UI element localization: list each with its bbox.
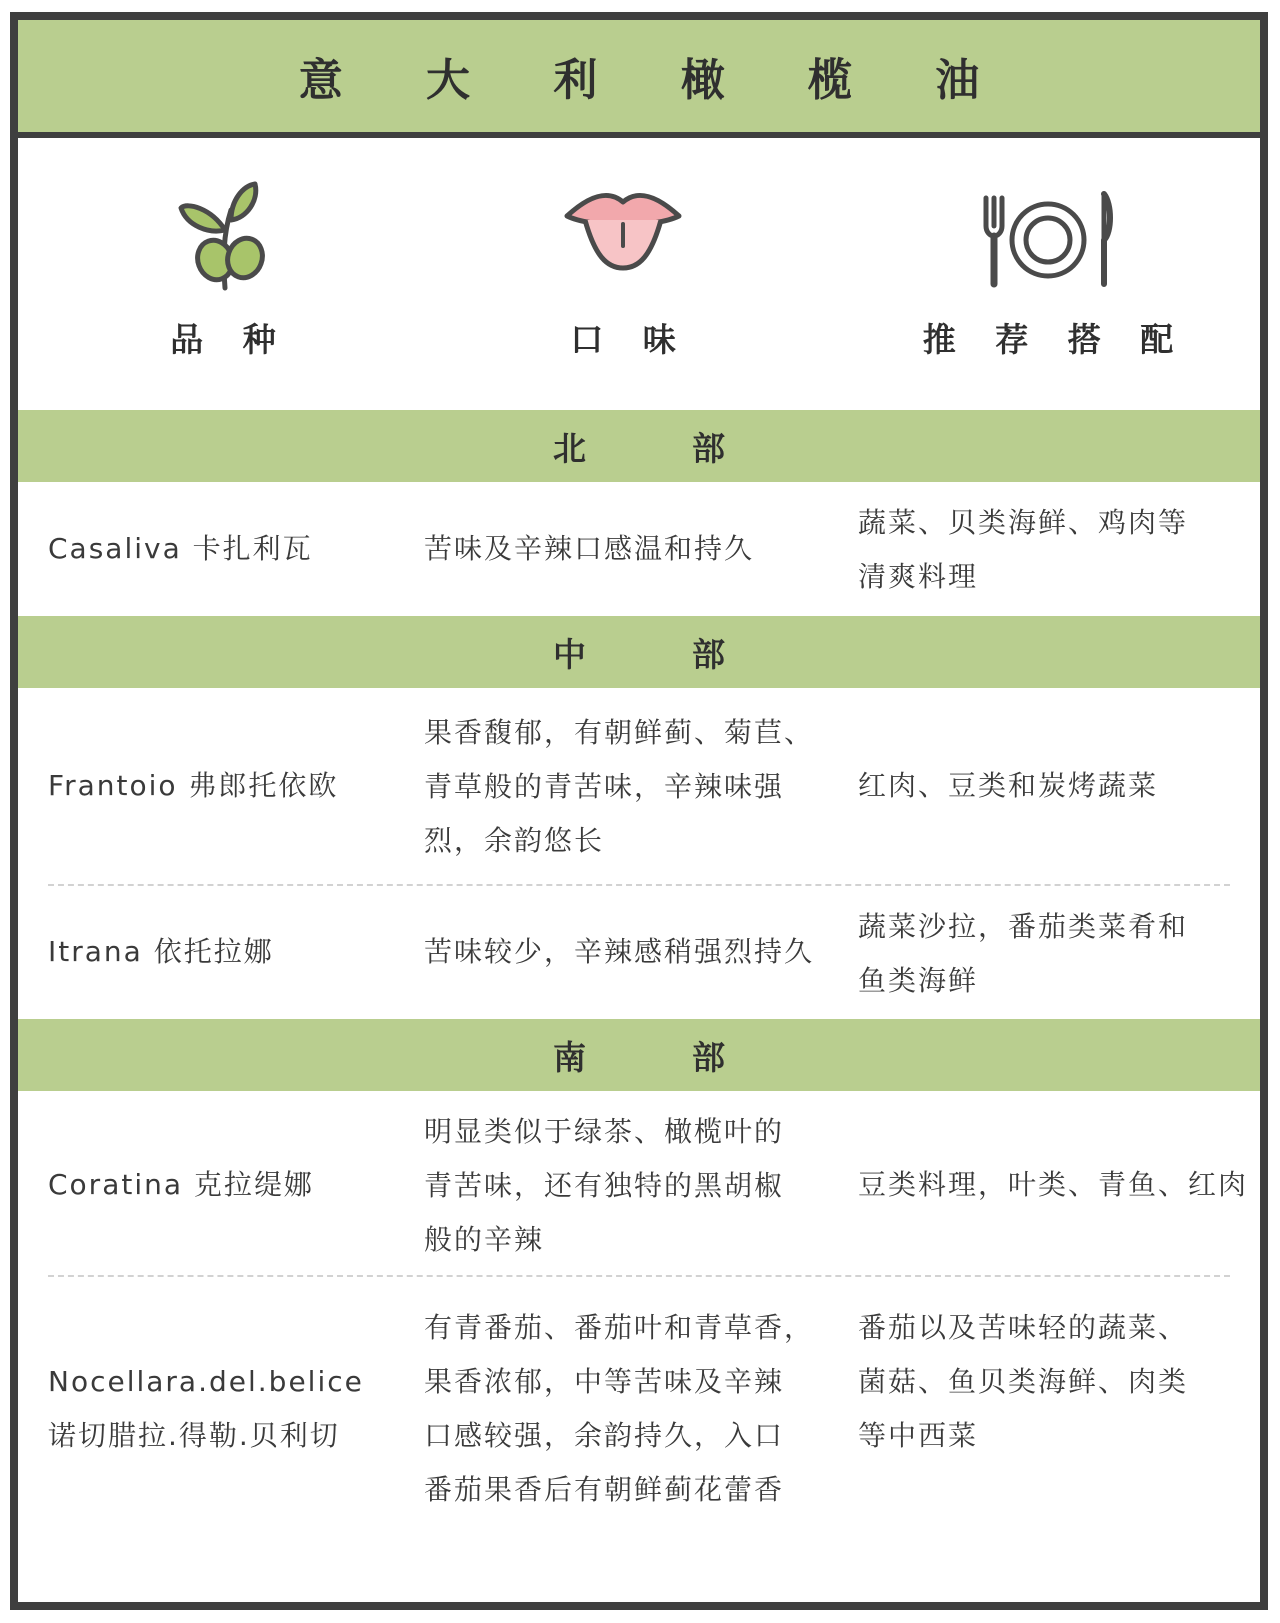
- pairing-cell: 蔬菜沙拉，番茄类菜肴和 鱼类海鲜: [858, 910, 1189, 997]
- region-north-band: [18, 410, 1260, 482]
- variety-cell: Itrana 依托拉娜: [48, 935, 274, 968]
- table-row: [18, 1091, 1260, 1275]
- table-row: [18, 1277, 1260, 1557]
- variety-cell: Casaliva 卡扎利瓦: [48, 532, 313, 565]
- pairing-cell: 豆类料理，叶类、青鱼、红肉: [858, 1168, 1249, 1201]
- region-suffix: 部: [692, 634, 725, 674]
- region-name: 南: [553, 1037, 586, 1077]
- table-row: [18, 886, 1260, 1019]
- variety-cell: Frantoio 弗郎托依欧: [48, 769, 339, 802]
- column-header-row: [18, 138, 1260, 410]
- variety-header-label: 品 种: [170, 320, 290, 359]
- pairing-cell: 红肉、豆类和炭烤蔬菜: [858, 769, 1159, 802]
- table-row: [18, 688, 1260, 884]
- table-row: [18, 482, 1260, 616]
- variety-header: [98, 138, 348, 410]
- olive-oil-table: [10, 12, 1268, 1610]
- region-suffix: 部: [692, 428, 725, 468]
- page-title: 意 大 利 橄 榄 油: [18, 20, 1260, 138]
- taste-cell: 有青番茄、番茄叶和青草香， 果香浓郁，中等苦味及辛辣 口感较强，余韵持久，入口 番茄果香后有朝鲜蓟花蕾香: [424, 1311, 815, 1506]
- plate-cutlery-icon: [978, 180, 1118, 292]
- region-suffix: 部: [692, 1037, 725, 1077]
- taste-header: [498, 138, 748, 410]
- pairing-cell: 蔬菜、贝类海鲜、鸡肉等 清爽料理: [858, 506, 1189, 593]
- pairing-header: [898, 138, 1198, 410]
- pairing-header-label: 推 荐 搭 配: [922, 320, 1188, 359]
- region-name: 北: [553, 428, 586, 468]
- taste-header-label: 口 味: [570, 320, 690, 359]
- region-name: 中: [553, 634, 586, 674]
- region-south-band: [18, 1019, 1260, 1091]
- variety-cell: Nocellara.del.belice 诺切腊拉.得勒.贝利切: [48, 1365, 364, 1452]
- region-central-band: [18, 616, 1260, 688]
- taste-cell: 苦味较少，辛辣感稍强烈持久: [424, 935, 815, 968]
- pairing-cell: 番茄以及苦味轻的蔬菜、 菌菇、鱼贝类海鲜、肉类 等中西菜: [858, 1311, 1189, 1452]
- taste-cell: 苦味及辛辣口感温和持久: [424, 532, 755, 565]
- taste-cell: 果香馥郁，有朝鲜蓟、菊苣、 青草般的青苦味，辛辣味强 烈，余韵悠长: [424, 716, 815, 857]
- olive-branch-icon: [173, 180, 273, 292]
- taste-cell: 明显类似于绿茶、橄榄叶的 青苦味，还有独特的黑胡椒 般的辛辣: [424, 1115, 785, 1256]
- variety-cell: Coratina 克拉缇娜: [48, 1168, 314, 1201]
- mouth-tongue-icon: [561, 180, 685, 292]
